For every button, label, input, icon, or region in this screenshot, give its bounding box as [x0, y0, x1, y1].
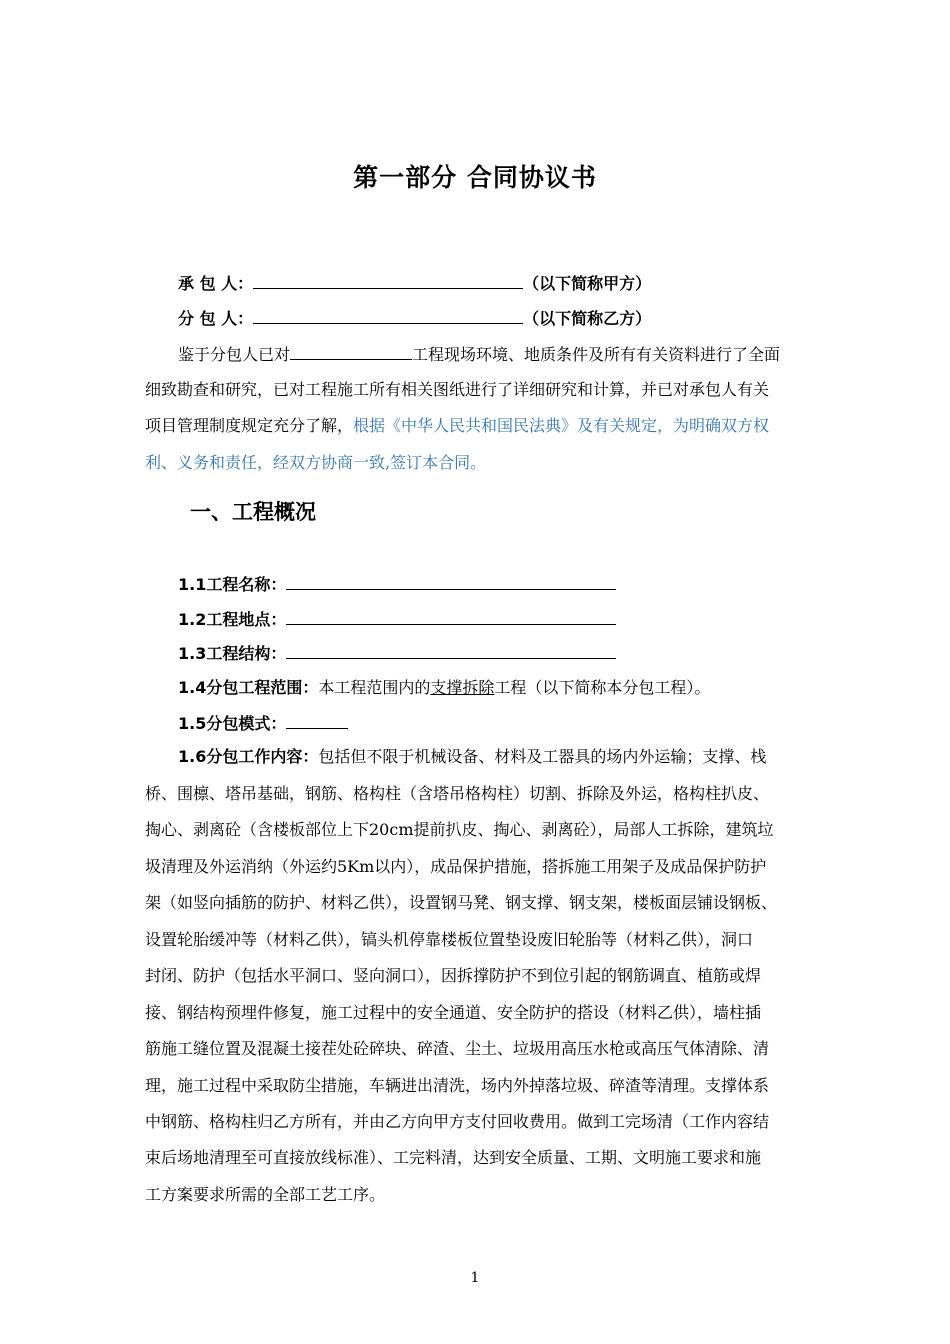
intro-line-4: 利、义务和责任，经双方协商一致,签订本合同。 [145, 453, 487, 472]
item-label: 1.5分包模式： [178, 714, 287, 733]
intro-line-2: 细致勘查和研究，已对工程施工所有相关图纸进行了详细研究和计算，并已对承包人有关 [145, 380, 770, 399]
contractor-label: 承 包 人： [178, 274, 254, 293]
item-text: 工程（以下简称本分包工程）。 [494, 678, 711, 697]
intro-text: 鉴于分包人已对 [178, 345, 291, 364]
content-line: 束后场地清理至可直接放线标准）、工完料清，达到安全质量、工期、文明施工要求和施 [145, 1148, 762, 1167]
item-text: 本工程范围内的 [318, 678, 431, 697]
intro-legal-text: 根据《中华人民共和国民法典》及有关规定，为明确双方权 [353, 416, 770, 435]
item-text: 包括但不限于机械设备、材料及工器具的场内外运输；支撑、栈 [318, 747, 767, 766]
content-line: 理，施工过程中采取防尘措施，车辆进出清洗，场内外掉落垃圾、碎渣等清理。支撑体系 [145, 1076, 770, 1095]
subcontractor-label: 分 包 人： [178, 309, 254, 328]
intro-line-3 [145, 414, 825, 438]
content-line: 设置轮胎缓冲等（材料乙供），镐头机停靠楼板位置垫设废旧轮胎等（材料乙供），洞口 [145, 930, 754, 949]
intro-text: 工程现场环境、地质条件及所有有关资料进行了全面 [412, 345, 781, 364]
mode-blank [286, 711, 348, 729]
page-number: 1 [470, 1270, 480, 1286]
item-1-4 [178, 676, 858, 700]
item-1-2 [178, 607, 858, 632]
content-line: 接、钢结构预埋件修复，施工过程中的安全通道、安全防护的搭设（材料乙供），墙柱插 [145, 1003, 762, 1022]
item-label: 1.4分包工程范围： [178, 678, 319, 697]
content-line: 筋施工缝位置及混凝土接茬处砼碎块、碎渣、尘土、垃圾用高压水枪或高压气体清除、清 [145, 1039, 770, 1058]
subcontractor-suffix: （以下简称乙方） [523, 309, 652, 328]
item-1-6 [178, 745, 858, 769]
intro-line-1 [178, 342, 858, 367]
item-1-5 [178, 711, 858, 736]
contractor-line [178, 271, 858, 296]
project-structure-blank [286, 641, 616, 659]
project-name-blank [286, 572, 616, 590]
item-label: 1.3工程结构： [178, 644, 287, 663]
item-label: 1.1工程名称： [178, 575, 287, 594]
intro-text: 项目管理制度规定充分了解， [145, 416, 354, 435]
scope-underlined: 支撑拆除 [430, 678, 495, 697]
subcontractor-line [178, 306, 858, 331]
item-label: 1.6分包工作内容： [178, 747, 319, 766]
project-location-blank [286, 607, 616, 625]
content-line: 中钢筋、格构柱归乙方所有，并由乙方向甲方支付回收费用。做到工完场清（工作内容结 [145, 1112, 770, 1131]
content-line: 架（如竖向插筋的防护、材料乙供），设置钢马凳、钢支撑、钢支架，楼板面层铺设钢板、 [145, 893, 778, 912]
content-line: 掏心、剥离砼（含楼板部位上下20cm提前扒皮、掏心、剥离砼），局部人工拆除，建筑垃 [145, 820, 774, 839]
contractor-suffix: （以下简称甲方） [523, 274, 652, 293]
content-line: 封闭、防护（包括水平洞口、竖向洞口），因拆撑防护不到位引起的钢筋调直、植筋或焊 [145, 966, 762, 985]
page-title: 第一部分 合同协议书 [353, 163, 597, 192]
subcontractor-blank [253, 306, 523, 324]
content-line: 桥、围檩、塔吊基础，钢筋、格构柱（含塔吊格构柱）切割、拆除及外运，格构柱扒皮、 [145, 784, 770, 803]
item-1-3 [178, 641, 858, 666]
project-blank [290, 342, 412, 360]
content-line: 圾清理及外运消纳（外运约5Km以内），成品保护措施，搭拆施工用架子及成品保护防护 [145, 857, 767, 876]
section-heading: 一、工程概况 [190, 500, 316, 524]
item-1-1 [178, 572, 858, 597]
content-line: 工方案要求所需的全部工艺工序。 [145, 1185, 386, 1204]
contractor-blank [253, 271, 523, 289]
item-label: 1.2工程地点： [178, 610, 287, 629]
